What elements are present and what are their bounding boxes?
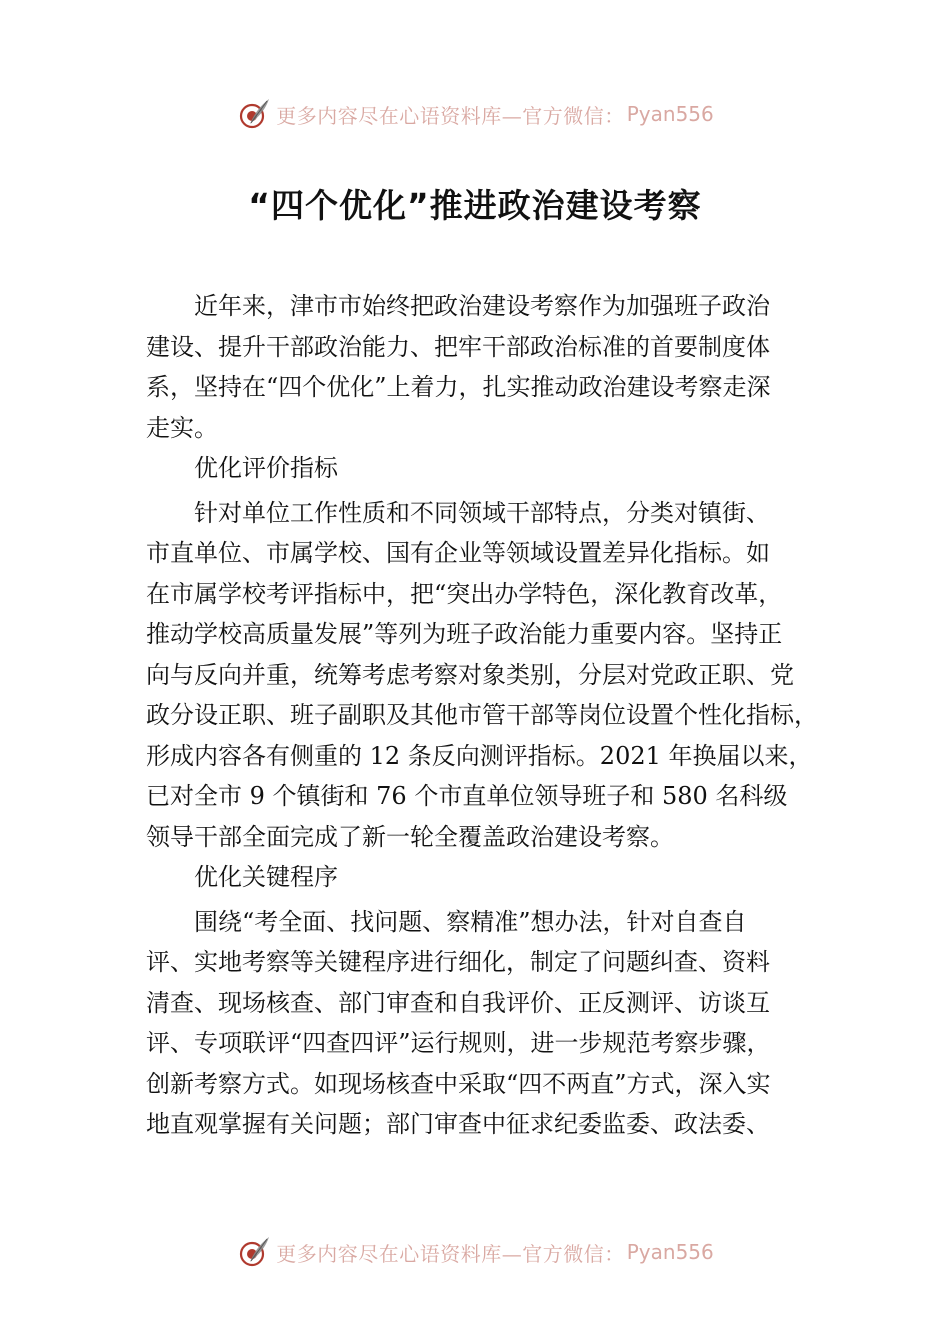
document-body <box>146 286 822 1145</box>
watermark-wechat-id: Pyan556 <box>626 1240 714 1264</box>
footer-watermark <box>0 1232 950 1272</box>
feather-logo-icon <box>236 96 272 132</box>
section-heading-evaluation-indicators <box>146 448 822 489</box>
text-line: 近年来，津市市始终把政治建设考察作为加强班子政治 <box>194 292 770 320</box>
heading-text: 优化关键程序 <box>194 863 338 891</box>
text-line: 领导干部全面完成了新一轮全覆盖政治建设考察。 <box>146 822 674 851</box>
section-heading-key-procedures <box>146 857 822 898</box>
text-line: 推动学校高质量发展”等列为班子政治能力重要内容。坚持正 <box>146 620 783 648</box>
watermark-text: 更多内容尽在心语资料库—官方微信： <box>276 1241 625 1266</box>
header-watermark <box>0 94 950 134</box>
text-line: 走实。 <box>146 413 218 442</box>
text-line: 围绕“考全面、找问题、察精准”想办法，针对自查自 <box>194 907 747 936</box>
text-line: 创新考察方式。如现场核查中采取“四不两直”方式，深入实 <box>146 1069 771 1098</box>
heading-text: 优化评价指标 <box>194 454 338 482</box>
text-line: 地直观掌握有关问题；部门审查中征求纪委监委、政法委、 <box>146 1110 770 1138</box>
watermark-text: 更多内容尽在心语资料库—官方微信： <box>276 103 625 128</box>
text-line: 在市属学校考评指标中，把“突出办学特色，深化教育改革， <box>146 579 783 608</box>
text-line: 向与反向并重，统筹考虑考察对象类别，分层对党政正职、党 <box>146 660 794 689</box>
document-title: “四个优化”推进政治建设考察 <box>248 186 702 225</box>
watermark-wechat-id: Pyan556 <box>626 102 714 126</box>
text-line: 系，坚持在“四个优化”上着力，扎实推动政治建设考察走深 <box>146 373 771 401</box>
text-line: 清查、现场核查、部门审查和自我评价、正反测评、访谈互 <box>146 988 770 1017</box>
feather-logo-icon <box>236 1234 272 1270</box>
text-line: 政分设正职、班子副职及其他市管干部等岗位设置个性化指标， <box>146 701 818 729</box>
text-line: 评、实地考察等关键程序进行细化，制定了问题纠查、资料 <box>146 948 770 976</box>
text-line: 针对单位工作性质和不同领域干部特点，分类对镇街、 <box>194 498 770 527</box>
text-line: 市直单位、市属学校、国有企业等领域设置差异化指标。如 <box>146 539 770 567</box>
text-line: 评、专项联评“四查四评”运行规则，进一步规范考察步骤， <box>146 1029 771 1057</box>
paragraph-key-procedures <box>146 902 822 1145</box>
paragraph-intro <box>146 286 822 448</box>
text-line: 建设、提升干部政治能力、把牢干部政治标准的首要制度体 <box>146 332 770 361</box>
text-line: 已对全市 9 个镇街和 76 个市直单位领导班子和 580 名科级 <box>146 782 788 810</box>
paragraph-evaluation-indicators <box>146 493 822 858</box>
text-line: 形成内容各有侧重的 12 条反向测评指标。2021 年换届以来， <box>146 741 813 770</box>
